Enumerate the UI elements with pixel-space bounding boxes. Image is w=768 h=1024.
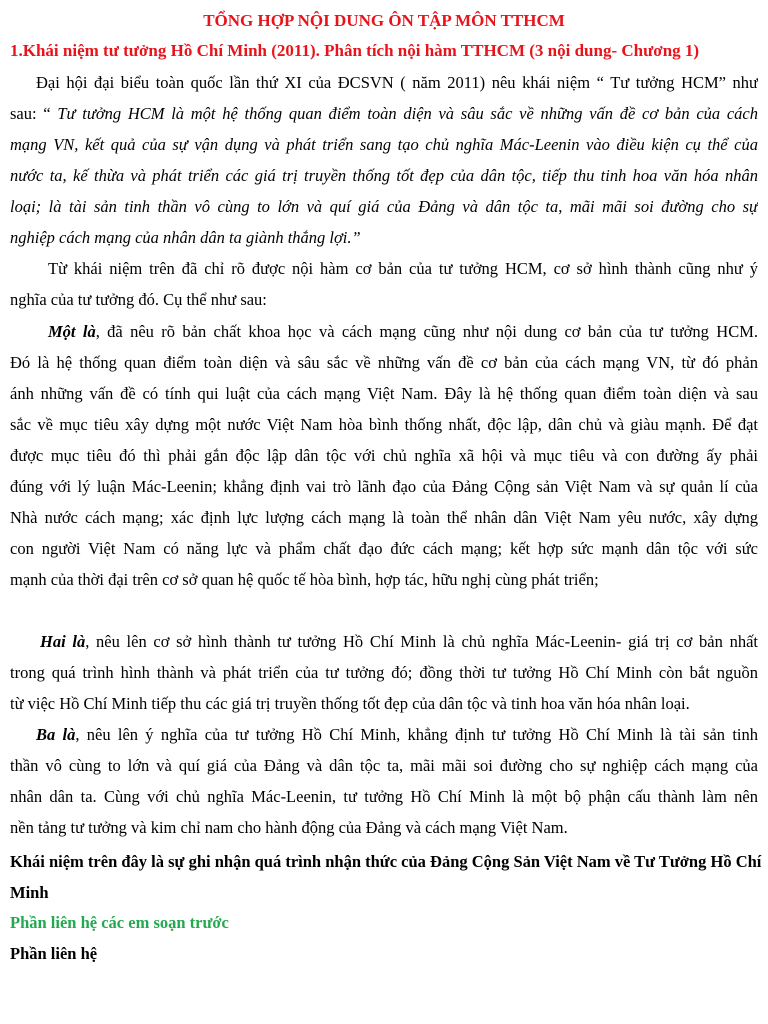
text-line: con người Việt Nam có năng lực và phẩm chất đạo đức cách mạng; kết hợp sức mạnh dân tộc với sức [10, 539, 758, 558]
paragraph-definition [10, 67, 758, 253]
lead-label: Một là [48, 322, 96, 341]
text-line [10, 98, 758, 129]
text-line: từ việc Hồ Chí Minh tiếp thu các giá trị truyền thống tốt đẹp của dân tộc và tinh hoa văn hóa nhân loại. [10, 694, 690, 713]
text-line [10, 316, 758, 347]
lien-he-heading: Phần liên hệ [10, 944, 98, 963]
text-line: nghiệp cách mạng của nhân dân ta giành thắng lợi.” [10, 228, 361, 247]
text-line: Nhà nước cách mạng; xác định lực lượng cách mạng là toàn thể nhân dân Việt Nam yêu nước, xây dựng [10, 508, 758, 527]
text-line: nhân dân ta. Cùng với chủ nghĩa Mác-Leenin, tư tưởng Hồ Chí Minh là một bộ phận cấu thành làm nên [10, 787, 758, 806]
text-line [10, 719, 758, 750]
quote-span: Tư tưởng HCM là một hệ thống quan điểm toàn diện và sâu sắc về những vấn đề cơ bản của cách [57, 104, 758, 123]
text-line: nền tảng tư tưởng và kim chỉ nam cho hành động của Đảng và cách mạng Việt Nam. [10, 818, 568, 837]
text-span: sau: “ [10, 104, 58, 123]
text-line: Đó là hệ thống quan điểm toàn diện và sâu sắc về những vấn đề cơ bản của cách mạng VN, từ đó phản [10, 353, 758, 372]
lead-label: Ba là [36, 725, 76, 744]
text-span: , nêu lên cơ sở hình thành tư tưởng Hồ Chí Minh là chủ nghĩa Mác-Leenin- giá trị cơ bản nhất [85, 632, 758, 651]
paragraph-ba-la [10, 719, 758, 843]
text-line: Đại hội đại biểu toàn quốc lần thứ XI của ĐCSVN ( năm 2011) nêu khái niệm “ Tư tưởng HCM” như [36, 73, 758, 92]
text-line: trong quá trình hình thành và phát triển của tư tưởng đó; đồng thời tư tưởng Hồ Chí Minh còn bắt nguồn [10, 663, 758, 682]
text-line: sắc về mục tiêu xây dựng một nước Việt Nam hòa bình thống nhất, độc lập, dân chủ và giàu mạnh. Để đạt [10, 415, 758, 434]
document-title: TỔNG HỢP NỘI DUNG ÔN TẬP MÔN TTHCM [203, 11, 565, 30]
conclusion-text: Khái niệm trên đây là sự ghi nhận quá trình nhận thức của Đảng Cộng Sản Việt Nam về Tư Tưởng Hồ Chí Minh [10, 852, 762, 902]
text-line: đúng với lý luận Mác-Leenin; khẳng định vai trò lãnh đạo của Đảng Cộng sản Việt Nam và sự quản lí của [10, 477, 758, 496]
text-line: Từ khái niệm trên đã chỉ rõ được nội hàm cơ bản của tư tưởng HCM, cơ sở hình thành cũng như ý [48, 259, 758, 278]
text-line: mạnh của thời đại trên cơ sở quan hệ quốc tế hòa bình, hợp tác, hữu nghị cùng phát triển; [10, 570, 599, 589]
text-line: thần vô cùng to lớn và quí giá của Đảng và dân tộc ta, mãi mãi soi đường cho sự nghiệp cách mạng của [10, 756, 758, 775]
text-line [10, 626, 758, 657]
text-line: nghĩa của tư tưởng đó. Cụ thể như sau: [10, 290, 267, 309]
paragraph-hai-la [10, 626, 758, 719]
text-line: mạng VN, kết quả của sự vận dụng và phát triển sang tạo chủ nghĩa Mác-Leenin vào điều kiện cụ thể của [10, 135, 758, 154]
paragraph-mot-la [10, 316, 758, 595]
paragraph-intro [10, 253, 758, 315]
text-line: loại; là tài sản tinh thần vô cùng to lớn và quí giá của Đảng và dân tộc ta, mãi mãi soi đường cho sự [10, 197, 758, 216]
green-note: Phần liên hệ các em soạn trước [10, 913, 229, 932]
section-heading-1: 1.Khái niệm tư tưởng Hồ Chí Minh (2011). Phân tích nội hàm TTHCM (3 nội dung- Chương 1) [10, 41, 700, 60]
text-span: , đã nêu rõ bản chất khoa học và cách mạng cũng như nội dung cơ bản của tư tưởng HCM. [95, 322, 758, 341]
text-line: nước ta, kế thừa và phát triển các giá trị truyền thống tốt đẹp của dân tộc, tiếp thu tinh hoa văn hóa nhân [10, 166, 758, 185]
text-span: , nêu lên ý nghĩa của tư tưởng Hồ Chí Minh, khẳng định tư tưởng Hồ Chí Minh là tài sản tinh [75, 725, 758, 744]
text-line: được mục tiêu đó thì phải gắn độc lập dân tộc với chủ nghĩa xã hội và mục tiêu và con đường ấy phải [10, 446, 758, 465]
lead-label: Hai là [40, 632, 86, 651]
text-line: ánh những vấn đề có tính qui luật của cách mạng Việt Nam. Đây là hệ thống quan điểm toàn diện và sau [10, 384, 758, 403]
